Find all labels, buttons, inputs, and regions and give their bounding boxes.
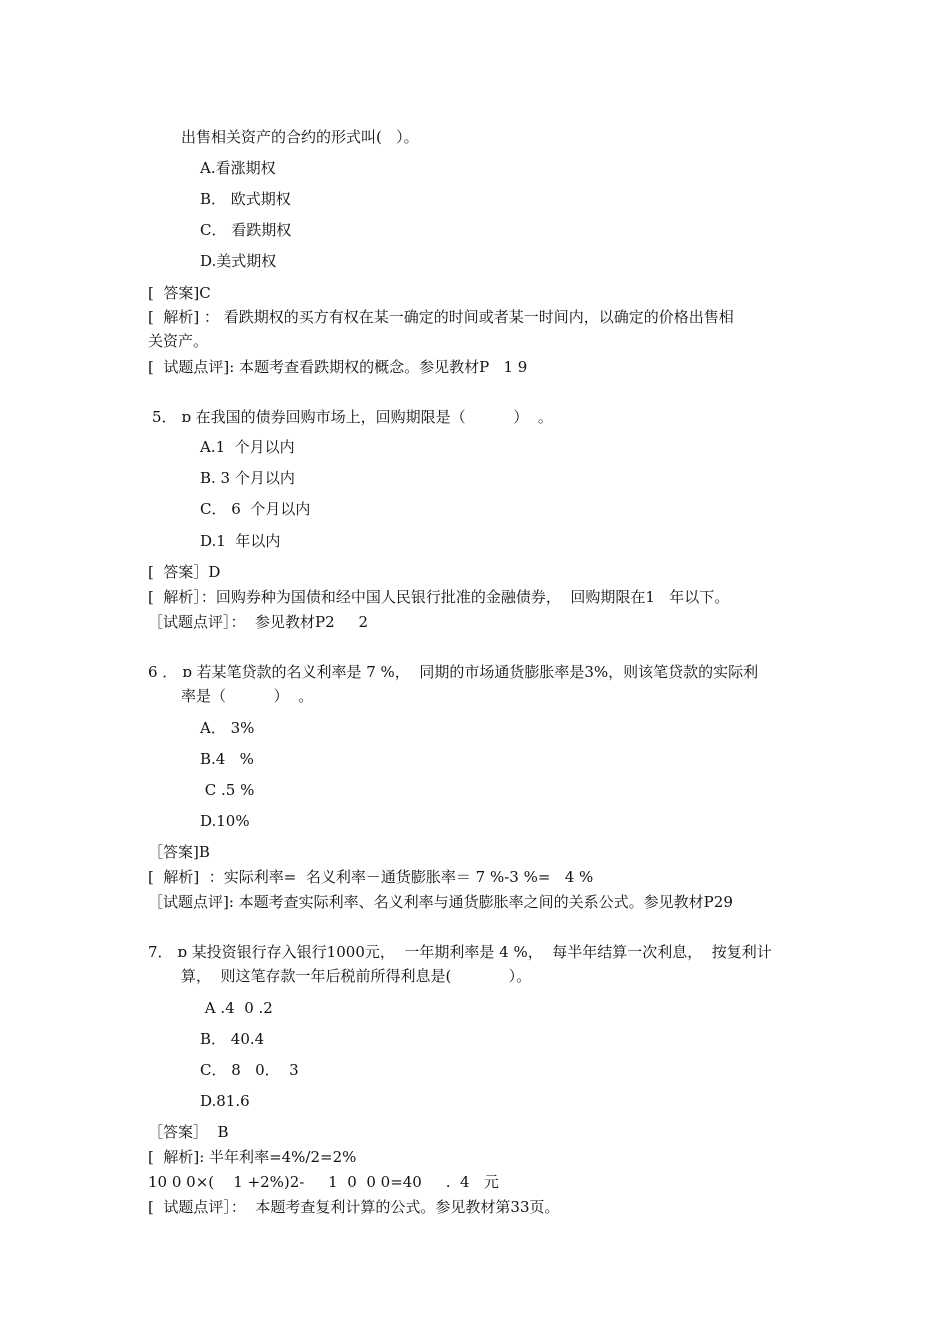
q4-analysis-line-2: 关资产。: [148, 332, 209, 350]
q4-answer: [ 答案]C: [148, 284, 211, 302]
q4-option-b: B． 欧式期权: [200, 190, 291, 208]
q6-option-a: A． 3%: [200, 719, 255, 737]
q7-calculation: 10 0 0×( 1 +2%)2- 1 0 0 0=40 . 4 元: [148, 1173, 499, 1191]
q6-option-d: D.10%: [200, 812, 250, 830]
q6-answer: ［答案]B: [148, 843, 210, 861]
q7-option-b: B． 40.4: [200, 1030, 265, 1048]
q4-option-d: D.美式期权: [200, 252, 277, 270]
q7-option-a: A .4 0 .2: [200, 999, 273, 1017]
q7-analysis: [ 解析]: 半年利率=4%/2=2%: [148, 1148, 357, 1166]
q7-option-d: D.81.6: [200, 1092, 250, 1110]
q6-stem-line-1: 6 ． ɒ 若某笔贷款的名义利率是 7 %， 同期的市场通货膨胀率是3%，则该笔贷款的实际利: [148, 663, 759, 681]
q7-answer: ［答案］ B: [148, 1123, 229, 1141]
q7-comment: [ 试题点评］： 本题考查复利计算的公式。参见教材第33页。: [148, 1198, 560, 1216]
q6-comment: ［试题点评]: 本题考查实际利率、名义利率与通货膨胀率之间的关系公式。参见教材P29: [148, 893, 733, 911]
q5-stem: 5． ɒ 在我国的债券回购市场上，回购期限是（ ） 。: [152, 408, 553, 426]
q6-option-b: B.4 %: [200, 750, 254, 768]
q5-option-a: A.1 个月以内: [200, 438, 295, 456]
q6-analysis: [ 解析] ：实际利率= 名义利率－通货膨胀率＝ 7 %-3 %= 4 %: [148, 868, 594, 886]
q7-stem-line-2: 算， 则这笔存款一年后税前所得利息是( ）。: [181, 967, 532, 985]
q6-option-c: C .5 %: [200, 781, 255, 799]
q5-answer: [ 答案］D: [148, 563, 221, 581]
q4-comment: [ 试题点评]: 本题考查看跌期权的概念。参见教材P 1 9: [148, 358, 528, 376]
q5-analysis: [ 解析］：回购券种为国债和经中国人民银行批准的金融债券， 回购期限在1 年以下。: [148, 588, 730, 606]
q7-option-c: C． 8 0． 3: [200, 1061, 299, 1079]
q4-analysis-line-1: [ 解析] ： 看跌期权的买方有权在某一确定的时间或者某一时间内，以确定的价格出售相: [148, 308, 734, 326]
q6-stem-line-2: 率是（ ） 。: [181, 687, 314, 705]
q5-option-d: D.1 年以内: [200, 532, 281, 550]
q7-stem-line-1: 7． ɒ 某投资银行存入银行1000元， 一年期利率是 4 %， 每半年结算一次利息， 按复利计: [148, 943, 772, 961]
q4-option-a: A.看涨期权: [200, 159, 276, 177]
q5-option-b: B. 3 个月以内: [200, 469, 295, 487]
q5-option-c: C． 6 个月以内: [200, 500, 311, 518]
q5-comment: ［试题点评］： 参见教材P2 2: [148, 613, 369, 631]
q4-option-c: C． 看跌期权: [200, 221, 292, 239]
q4-stem: 出售相关资产的合约的形式叫( ）。: [181, 128, 419, 146]
